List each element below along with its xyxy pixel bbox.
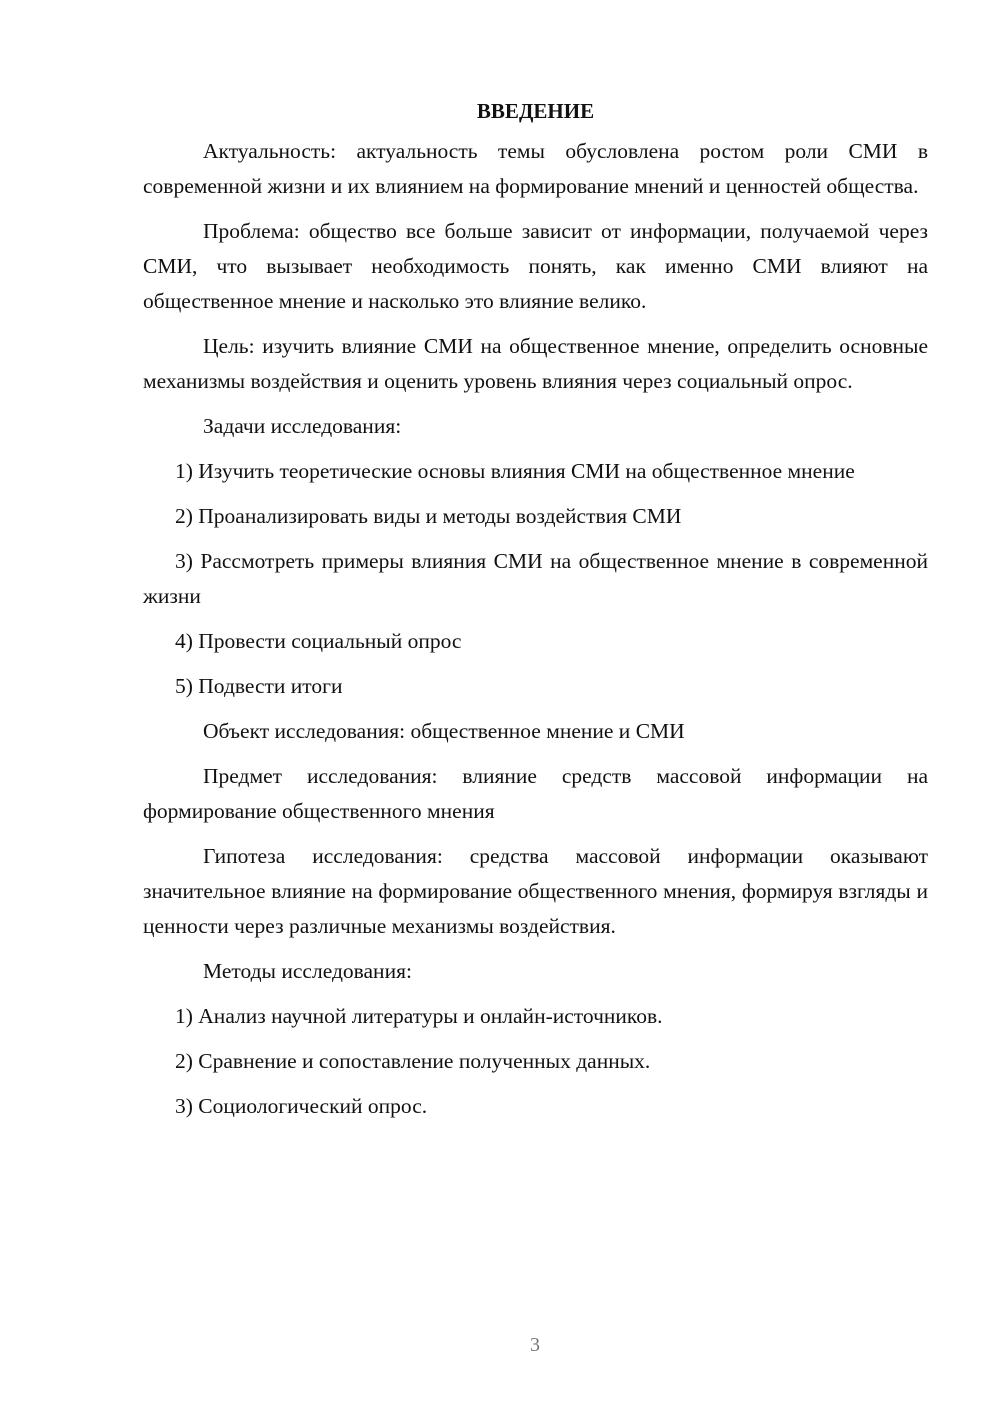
relevance-paragraph: Актуальность: актуальность темы обусловлена ростом роли СМИ в современной жизни и их влиянием на формирование мнений и ценностей общества. [143, 139, 928, 198]
problem-paragraph: Проблема: общество все больше зависит от информации, получаемой через СМИ, что вызывает необходимость понять, как именно СМИ влияют на общественное мнение и насколько это влияние велико. [143, 219, 928, 313]
method-item: 3) Социологический опрос. [175, 1094, 428, 1118]
task-item: 4) Провести социальный опрос [175, 629, 462, 653]
page-title: ВВЕДЕНИЕ [476, 99, 595, 123]
task-item: 5) Подвести итоги [175, 674, 343, 698]
goal-paragraph: Цель: изучить влияние СМИ на общественное мнение, определить основные механизмы воздействия и оценить уровень влияния через социальный опрос. [143, 334, 928, 393]
hypothesis-paragraph: Гипотеза исследования: средства массовой информации оказывают значительное влияние на формирование общественного мнения, формируя взгляды и ценности через различные механизмы воздействия. [143, 844, 928, 938]
methods-heading: Методы исследования: [203, 959, 412, 983]
task-item: 3) Рассмотреть примеры влияния СМИ на общественное мнение в современной жизни [143, 549, 928, 608]
task-item: 2) Проанализировать виды и методы воздействия СМИ [175, 504, 682, 528]
task-item: 1) Изучить теоретические основы влияния СМИ на общественное мнение [175, 459, 855, 483]
tasks-heading: Задачи исследования: [203, 414, 402, 438]
page-number: 3 [530, 1334, 540, 1356]
page-content [143, 96, 928, 1134]
method-item: 2) Сравнение и сопоставление полученных данных. [175, 1049, 651, 1073]
method-item: 1) Анализ научной литературы и онлайн-источников. [175, 1004, 663, 1028]
object-paragraph: Объект исследования: общественное мнение и СМИ [203, 719, 685, 743]
subject-paragraph: Предмет исследования: влияние средств массовой информации на формирование общественного мнения [143, 764, 928, 823]
